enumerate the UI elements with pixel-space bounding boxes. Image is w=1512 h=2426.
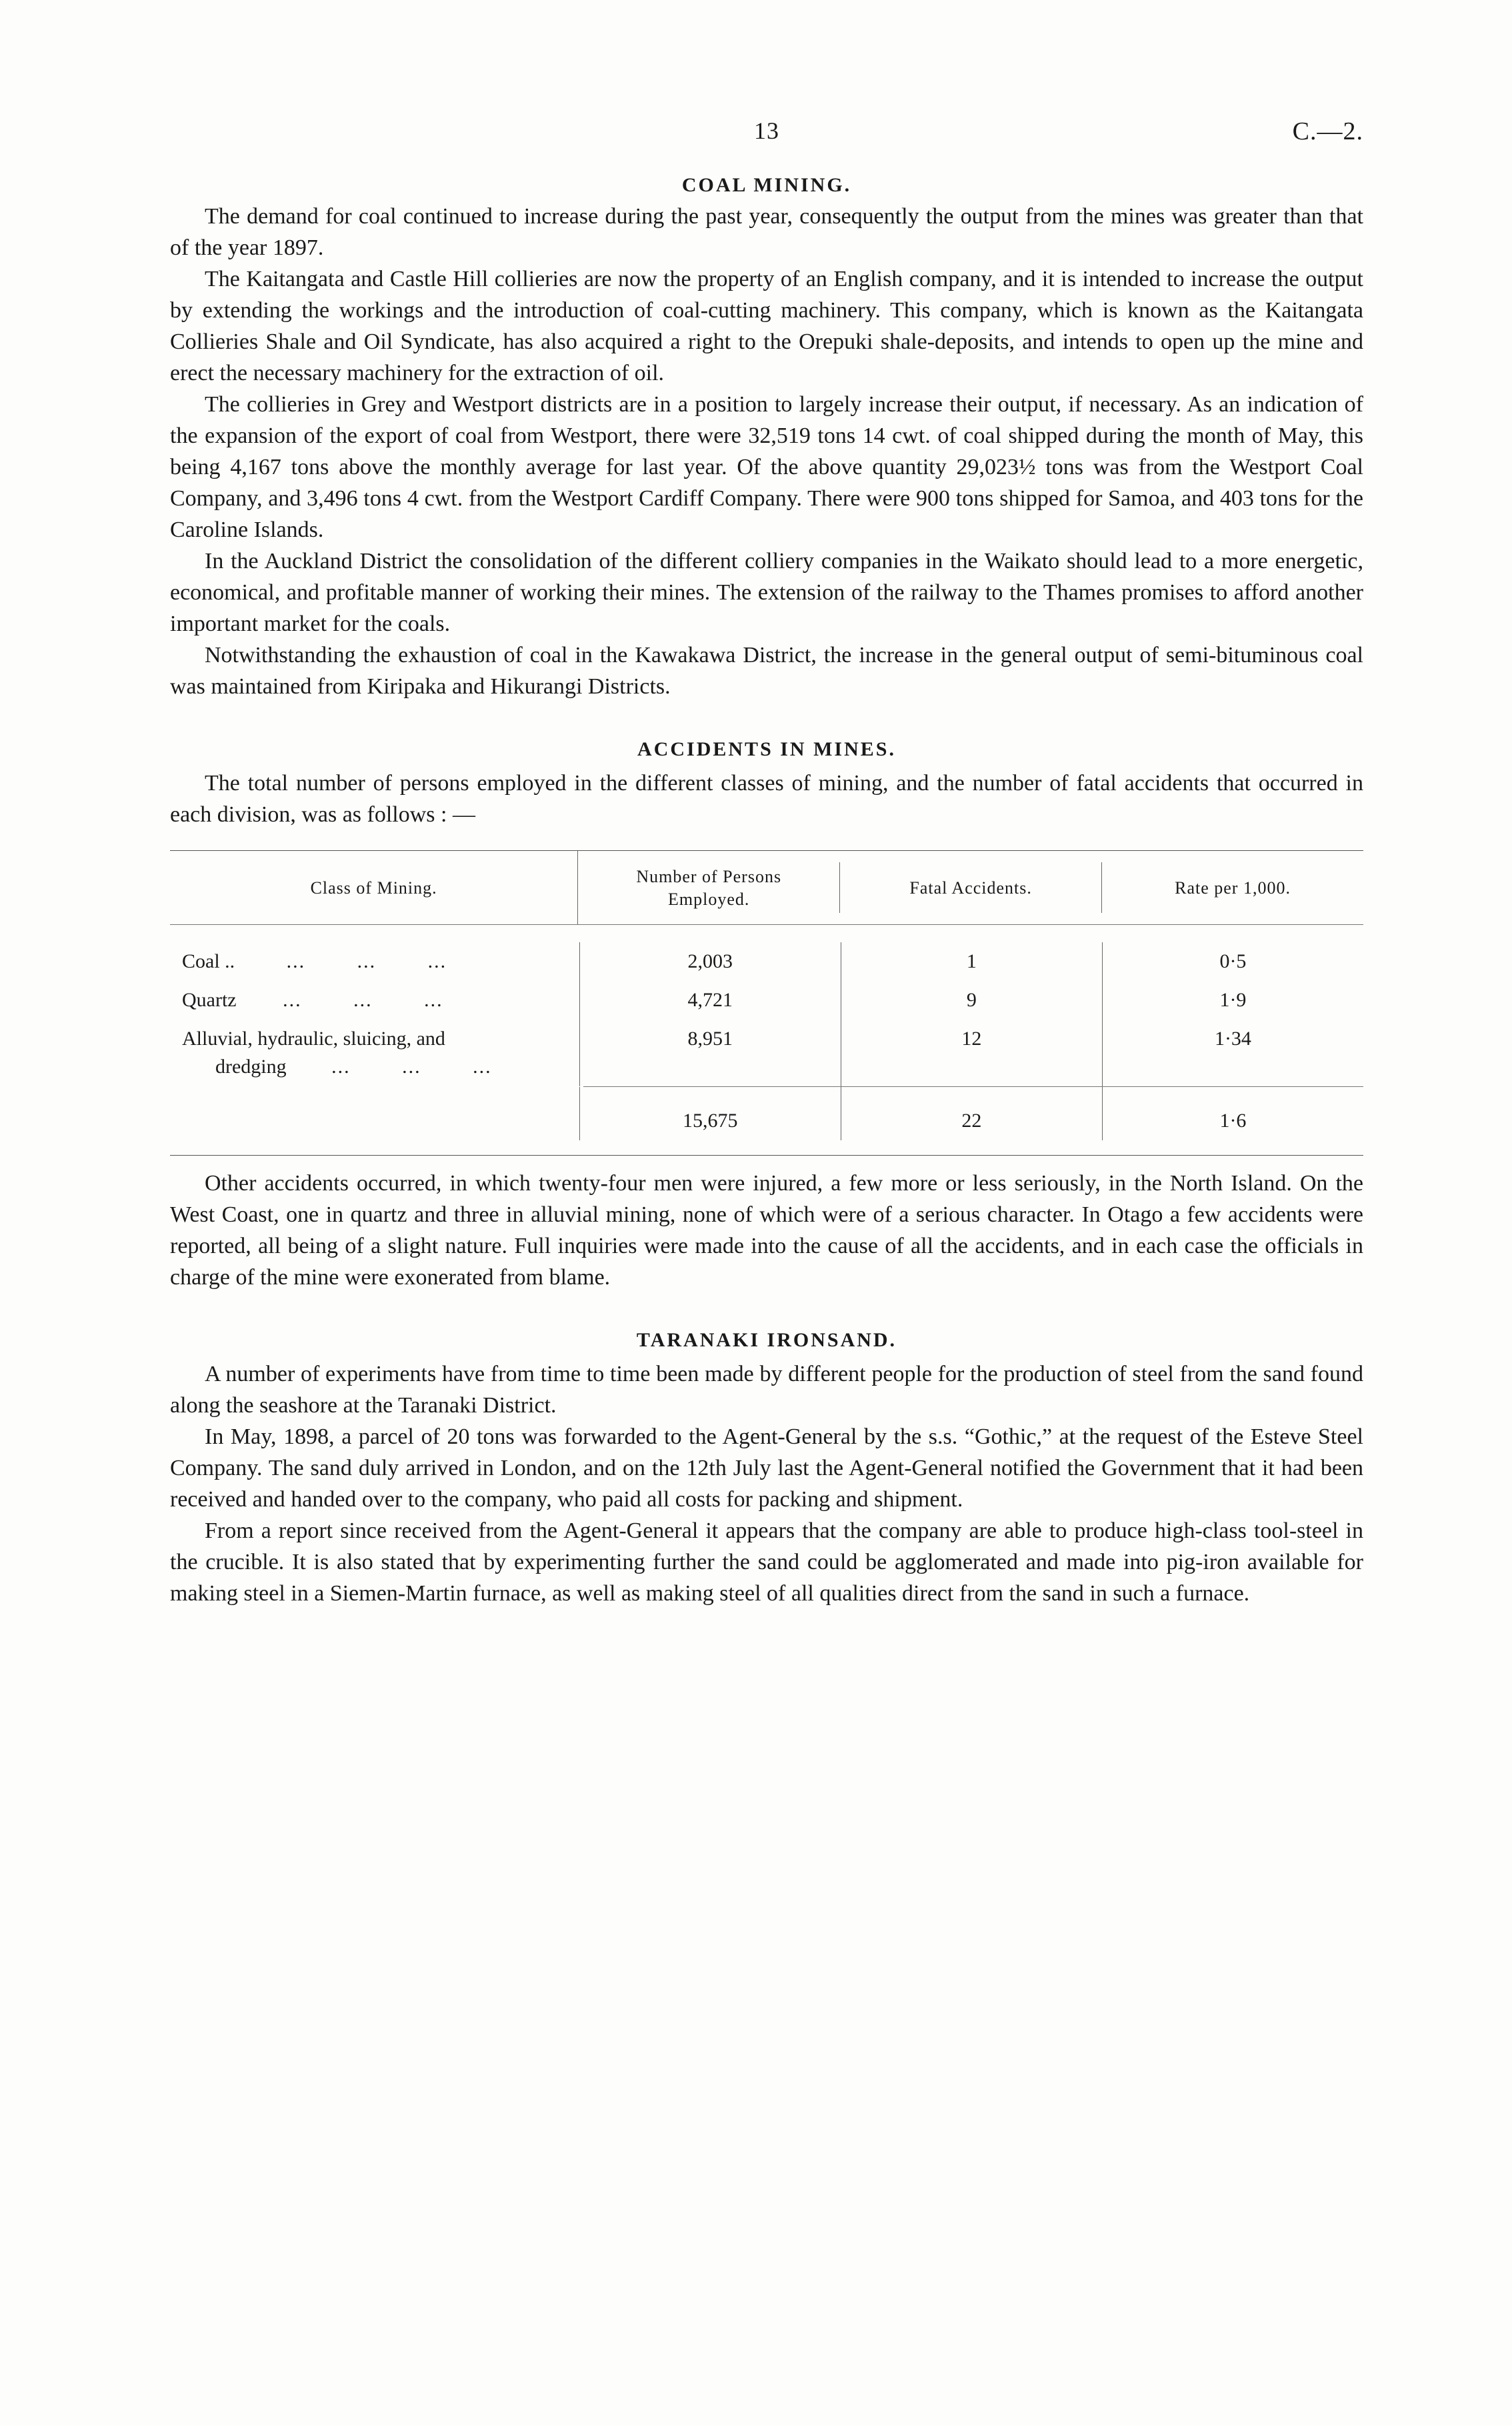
dot-leader: ...: [424, 989, 443, 1011]
paragraph-coal-4: In the Auckland District the consolidation of the different colliery companies in the Waikato should lead to a more energetic, economical, and profitable manner of working their mines. The extension of the railway to the Thames promises to afford another important market for the coals.: [170, 549, 1363, 636]
dot-leader: ...: [283, 989, 302, 1011]
cell-employed-alluvial: 8,951: [579, 1020, 841, 1086]
cell-class-alluvial-label: Alluvial, hydraulic, sluicing, and: [182, 1028, 445, 1050]
paragraph-ironsand-3: From a report since received from the Agent-General it appears that the company are able to produce high-class tool-steel in the crucible. It is also stated that by experimenting further the sand could be agglomerated and made into pig-iron available for making steel in a Siemen-Martin furnace, as well as making steel of all qualities direct from the sand in such a furnace.: [170, 1518, 1363, 1606]
cell-totals-label: [170, 1087, 579, 1140]
cell-employed-coal: 2,003: [579, 942, 841, 981]
column-header-rate: Rate per 1,000.: [1101, 862, 1363, 913]
cell-class-alluvial-label2: dredging: [215, 1056, 287, 1078]
dot-leader: ...: [331, 1056, 351, 1078]
cell-rate-quartz: 1·9: [1102, 981, 1363, 1020]
cell-class-coal-label: Coal ..: [182, 950, 235, 972]
accidents-table: [170, 850, 1363, 1156]
page-number: 13: [754, 117, 779, 144]
cell-class-alluvial: [170, 1020, 579, 1086]
column-header-class: Class of Mining.: [310, 878, 437, 898]
page-content: [170, 117, 1363, 1609]
paragraph-coal-2: The Kaitangata and Castle Hill collieries are now the property of an English company, and it is intended to increase the output by extending the workings and the introduction of coal-cutting machinery. This company, which is known as the Kaitangata Collieries Shale and Oil Syndicate, has also acquired a right to the Orepuki shale-deposits, and intends to open up the mine and erect the necessary machinery for the extraction of oil.: [170, 267, 1363, 385]
cell-total-rate: 1·6: [1102, 1087, 1363, 1140]
table-row: [170, 942, 1363, 981]
dot-leader: ...: [353, 989, 373, 1011]
dot-leader: ...: [286, 950, 306, 972]
cell-rate-coal: 0·5: [1102, 942, 1363, 981]
document-code: C.—2.: [1292, 117, 1363, 145]
page-header: [170, 117, 1363, 157]
paragraph-ironsand-1: A number of experiments have from time to time been made by different people for the production of steel from the sand found along the seashore at the Taranaki District.: [170, 1362, 1363, 1418]
cell-employed-quartz: 4,721: [579, 981, 841, 1020]
cell-class-quartz-label: Quartz: [182, 989, 237, 1011]
dot-leader: ...: [427, 950, 447, 972]
cell-rate-alluvial: 1·34: [1102, 1020, 1363, 1086]
cell-total-fatal: 22: [841, 1087, 1102, 1140]
table-bottom-rule: [170, 1155, 1363, 1156]
paragraph-coal-1: The demand for coal continued to increase during the past year, consequently the output from the mines was greater than that of the year 1897.: [170, 204, 1363, 260]
paragraph-ironsand-2: In May, 1898, a parcel of 20 tons was forwarded to the Agent-General by the s.s. “Gothic,” at the request of the Esteve Steel Company. The sand duly arrived in London, and on the 12th July last the Agent-General notified the Government that it had been received and handed over to the company, who paid all costs for packing and shipment.: [170, 1424, 1363, 1512]
paragraph-coal-3: The collieries in Grey and Westport districts are in a position to largely increase their output, if necessary. As an indication of the expansion of the export of coal from Westport, there were 32,519 tons 14 cwt. of coal shipped during the month of May, this being 4,167 tons above the monthly average for last year. Of the above quantity 29,023½ tons was from the Westport Coal Company, and 3,496 tons 4 cwt. from the Westport Cardiff Company. There were 900 tons shipped for Samoa, and 403 tons for the Caroline Islands.: [170, 392, 1363, 542]
dot-leader: ...: [357, 950, 377, 972]
paragraph-coal-5: Notwithstanding the exhaustion of coal in the Kawakawa District, the increase in the general output of semi-bituminous coal was maintained from Kiripaka and Hikurangi Districts.: [170, 643, 1363, 699]
cell-class-quartz: [170, 981, 579, 1020]
table-row: [170, 1020, 1363, 1086]
table-totals-row: [170, 1087, 1363, 1140]
heading-taranaki-ironsand: TARANAKI IRONSAND.: [636, 1329, 897, 1351]
column-header-employed: [577, 851, 839, 924]
heading-coal-mining: COAL MINING.: [681, 174, 852, 196]
dot-leader: ...: [473, 1056, 492, 1078]
column-header-fatal: Fatal Accidents.: [839, 862, 1101, 913]
cell-total-employed: 15,675: [579, 1087, 841, 1140]
cell-fatal-coal: 1: [841, 942, 1102, 981]
column-header-employed-line2: Employed.: [668, 890, 750, 909]
cell-class-coal: [170, 942, 579, 981]
column-header-employed-line1: Number of Persons: [636, 867, 782, 886]
heading-accidents-in-mines: ACCIDENTS IN MINES.: [637, 738, 896, 760]
table-row: [170, 981, 1363, 1020]
cell-fatal-quartz: 9: [841, 981, 1102, 1020]
paragraph-accidents-intro: The total number of persons employed in the different classes of mining, and the number of fatal accidents that occurred in each division, was as follows : —: [170, 771, 1363, 827]
table-header-row: [170, 851, 1363, 924]
cell-fatal-alluvial: 12: [841, 1020, 1102, 1086]
dot-leader: ...: [402, 1056, 421, 1078]
paragraph-other-accidents: Other accidents occurred, in which twenty-four men were injured, a few more or less seriously, in the North Island. On the West Coast, one in quartz and three in alluvial mining, none of which were of a serious character. In Otago a few accidents were reported, all being of a slight nature. Full inquiries were made into the cause of all the accidents, and in each case the officials in charge of the mine were exonerated from blame.: [170, 1171, 1363, 1290]
